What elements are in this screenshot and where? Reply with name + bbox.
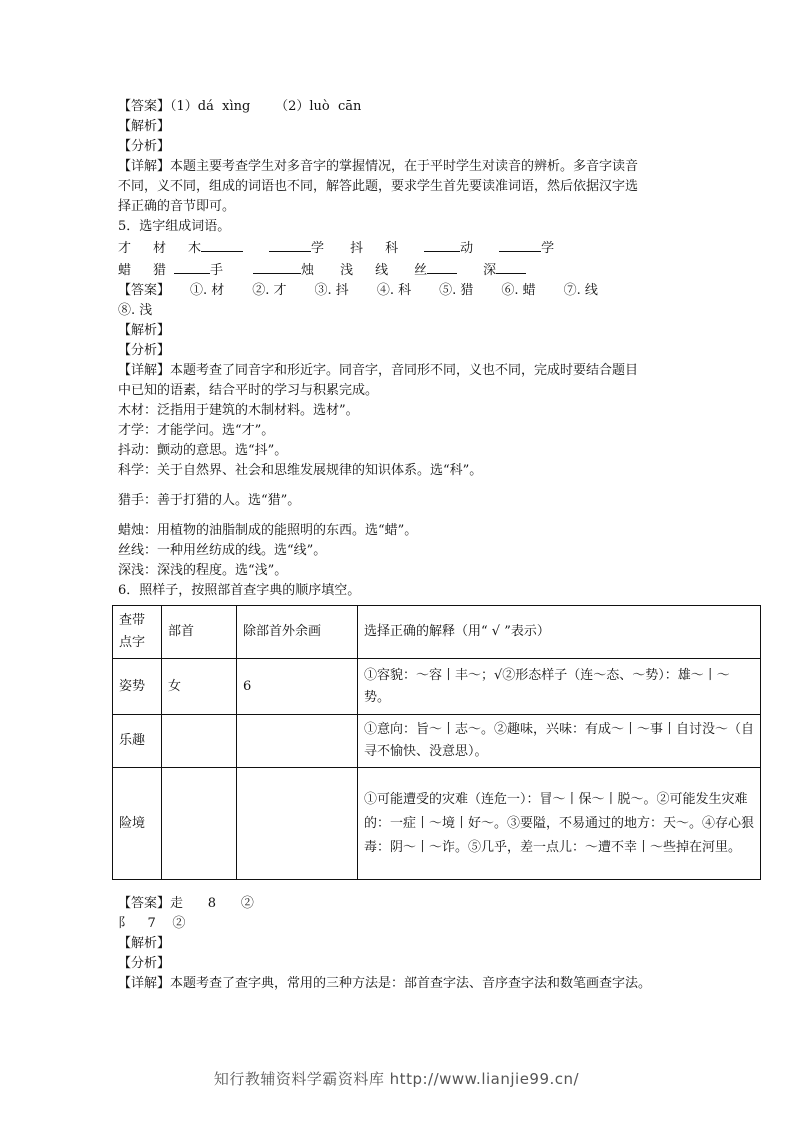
char-option: 学: [311, 241, 325, 256]
q5-explanation: 木材：泛指用于建筑的木制材料。选材”。: [118, 403, 359, 418]
table-header-cell: 查带点字: [113, 606, 162, 659]
char-option: 才: [118, 241, 132, 256]
char-option: 动: [460, 241, 474, 256]
fill-blank: [424, 237, 460, 252]
fill-blank: [496, 259, 526, 274]
answer-item: ④. 科: [376, 283, 412, 298]
table-cell-word: 姿势: [113, 659, 162, 715]
q5-fenxi-label: 【分析】: [118, 343, 171, 358]
q6-title: 6．照样子，按照部首查字典的顺序填空。: [118, 583, 361, 598]
table-cell-meaning: ①意向：旨～丨志～。②趣味，兴味：有成～丨～事丨自讨没～（自寻不愉快、没意思）。: [358, 715, 761, 768]
answer-item: ⑥. 蜡: [501, 283, 536, 298]
table-header-row: [113, 606, 761, 659]
fill-blank: [253, 259, 301, 274]
char-option: 材: [153, 241, 167, 256]
q5-word-row-1: [118, 237, 678, 259]
char-option: 烛: [301, 263, 315, 278]
answer-label: 【答案】: [118, 99, 171, 114]
q6-answer-line2: 阝 7 ②: [118, 916, 186, 931]
table-cell-radical: [162, 715, 237, 768]
q5-detail-line: 中已知的语素，结合平时的学习与积累完成。: [118, 383, 379, 398]
table-cell-strokes: [237, 715, 358, 768]
table-cell-meaning: ①可能遭受的灾难（连危一）：冒～丨保～丨脱～。②可能发生灾难的：一症丨～境丨好～。③要隘，不易通过的地方：天～。④存心狠毒：阴～丨～诈。⑤几乎，差一点儿：～遭不幸丨～些掉在河里。: [358, 768, 761, 880]
char-option: 猎: [153, 263, 167, 278]
q5-title: 5．选字组成词语。: [118, 219, 231, 234]
q5-explanation: 深浅：深浅的程度。选“浅”。: [118, 563, 288, 578]
q5-explanation: 丝线：一种用丝纺成的线。选“线”。: [118, 543, 327, 558]
answer-item: ①. 材: [190, 283, 225, 298]
table-header-cell: 部首: [162, 606, 237, 659]
char-option: 线: [375, 263, 389, 278]
table-cell-strokes: [237, 768, 358, 880]
char-option: 深: [483, 263, 497, 278]
table-cell-radical: [162, 768, 237, 880]
char-option: 丝: [414, 263, 428, 278]
table-cell-strokes: 6: [237, 659, 358, 715]
answer-text: （1）dá xìng （2）luò cān: [170, 99, 362, 114]
char-option: 手: [210, 263, 224, 278]
answer-text: 走 8 ②: [170, 896, 254, 911]
q4-fenxi-label: 【分析】: [118, 139, 171, 154]
q5-explanation: 才学：才能学问。选“才”。: [118, 423, 275, 438]
q5-word-row-2: [118, 259, 678, 281]
q4-detail-line: 不同，义不同，组成的词语也不同，解答此题，要求学生首先要读准词语，然后依据汉字选: [118, 179, 639, 194]
table-row: [113, 768, 761, 880]
q4-detail-line: 【详解】本题主要考查学生对多音字的掌握情况，在于平时学生对读音的辨析。多音字读音: [118, 159, 639, 174]
q6-fenxi-label: 【分析】: [118, 956, 171, 971]
q4-answer: [118, 97, 678, 117]
q5-explanation: 猎手：善于打猎的人。选“猎”。: [118, 493, 301, 508]
char-option: 蜡: [118, 263, 132, 278]
fill-blank: [499, 237, 541, 252]
q4-detail-line: 择正确的音节即可。: [118, 199, 236, 214]
footer-watermark: 知行教辅资料学霸资料库 http://www.lianjie99.cn/: [213, 1070, 580, 1088]
q5-detail-line: 【详解】本题考查了同音字和形近字。同音字，音同形不同，义也不同，完成时要结合题目: [118, 363, 639, 378]
char-option: 木: [188, 241, 202, 256]
table-header-cell: 除部首外余画: [237, 606, 358, 659]
table-cell-word: 险境: [113, 768, 162, 880]
answer-item: ⑦. 线: [563, 283, 598, 298]
q5-explanation: 科学：关于自然界、社会和思维发展规律的知识体系。选“科”。: [118, 463, 483, 478]
fill-blank: [427, 259, 457, 274]
dictionary-lookup-table: [112, 605, 761, 880]
table-cell-radical: 女: [162, 659, 237, 715]
q5-analysis-label: 【解析】: [118, 323, 171, 338]
q4-analysis-label: 【解析】: [118, 119, 171, 134]
q6-answer: [118, 894, 678, 914]
fill-blank: [269, 237, 311, 252]
table-row: [113, 659, 761, 715]
char-option: 抖: [350, 241, 364, 256]
char-option: 学: [541, 241, 555, 256]
fill-blank: [201, 237, 243, 252]
answer-item: ②. 才: [252, 283, 287, 298]
q5-answer: [118, 281, 678, 301]
table-cell-word: 乐趣: [113, 715, 162, 768]
q5-answer-last: ⑧. 浅: [118, 303, 153, 318]
fill-blank: [174, 259, 210, 274]
q5-explanation: 抖动：颤动的意思。选“抖”。: [118, 443, 288, 458]
table-cell-meaning: ①容貌：～容丨丰～；√②形态样子（连～态、～势）：雄～丨～势。: [358, 659, 761, 715]
answer-label: 【答案】: [118, 896, 171, 911]
q6-detail: 【详解】本题考查了查字典，常用的三种方法是：部首查字法、音序查字法和数笔画查字法。: [118, 976, 652, 991]
char-option: 科: [385, 241, 399, 256]
q5-explanation: 蜡烛：用植物的油脂制成的能照明的东西。选“蜡”。: [118, 523, 418, 538]
answer-item: ⑤. 猎: [439, 283, 474, 298]
document-body: [118, 97, 755, 994]
answer-label: 【答案】: [118, 283, 171, 298]
char-option: 浅: [340, 263, 354, 278]
table-header-cell: 选择正确的解释（用“ √ ”表示）: [358, 606, 761, 659]
q6-analysis-label: 【解析】: [118, 936, 171, 951]
answer-item: ③. 抖: [314, 283, 349, 298]
table-row: [113, 715, 761, 768]
